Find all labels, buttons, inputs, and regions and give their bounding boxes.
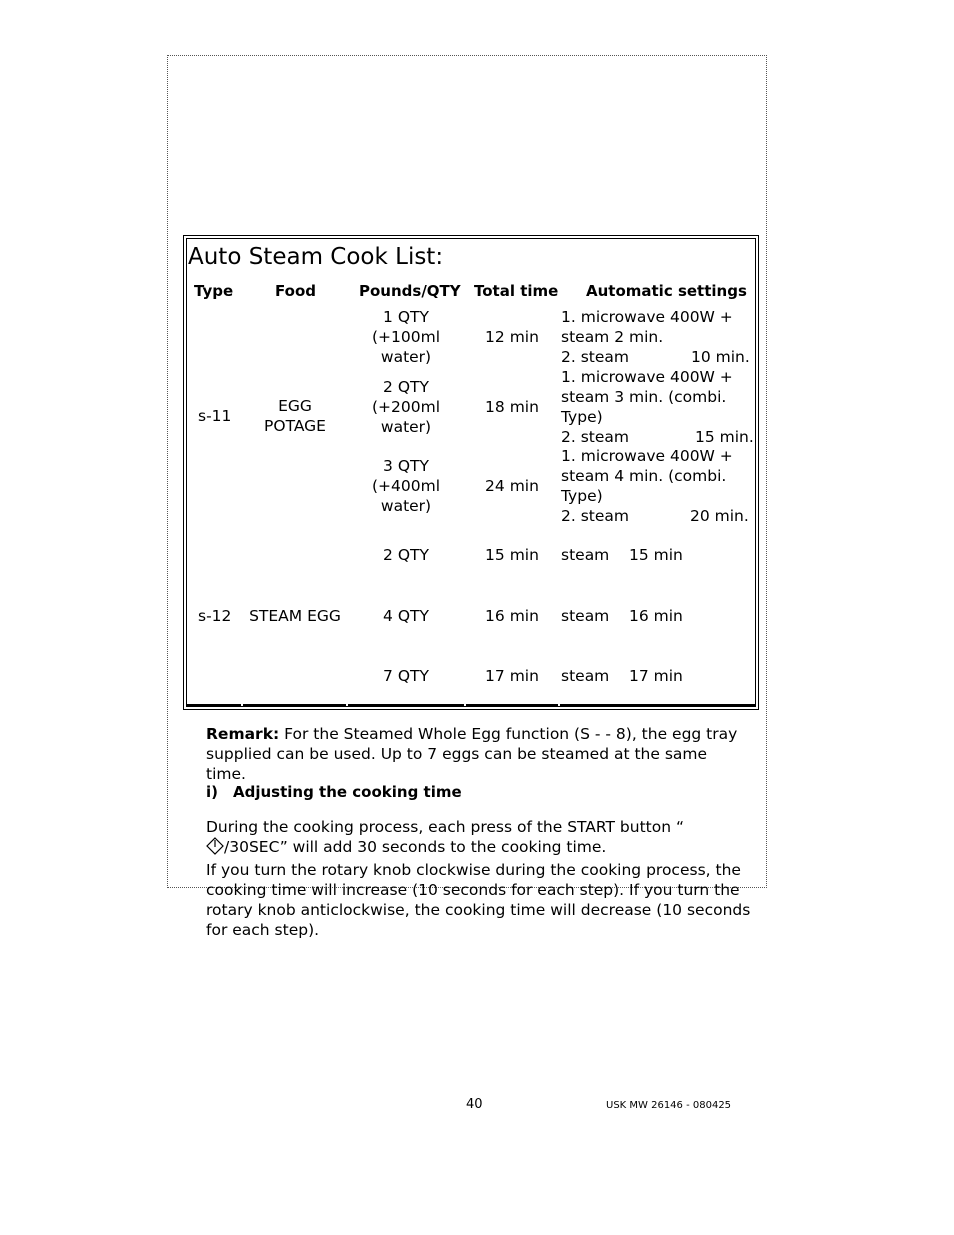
section-heading: i) Adjusting the cooking time — [206, 783, 462, 801]
settings-s11-1: 1. microwave 400W + steam 2 min. 2. steam 10 min. — [561, 308, 750, 366]
table-title: Auto Steam Cook List: — [188, 244, 444, 270]
page-number: 40 — [466, 1097, 483, 1112]
header-total-time: Total time — [474, 282, 559, 300]
remark-paragraph — [206, 724, 746, 784]
header-food: Food — [275, 282, 316, 300]
qty-s12-3: 7 QTY — [383, 667, 429, 685]
food-egg-potage: EGG POTAGE — [264, 397, 326, 435]
type-s12: s-12 — [198, 607, 232, 625]
header-settings: Automatic settings — [586, 282, 747, 300]
remark-label: Remark: — [206, 725, 280, 743]
remark-text: For the Steamed Whole Egg function (S - - 8), the egg tray supplied can be used. Up to 7 eggs can be steamed at the same time. — [206, 725, 738, 783]
settings-s12-1: steam 15 min — [561, 546, 683, 564]
qty-s11-2: 2 QTY (+200ml water) — [371, 378, 441, 436]
settings-s11-3: 1. microwave 400W + steam 4 min. (combi. Type) 2. steam 20 min. — [561, 447, 749, 525]
qty-s12-1: 2 QTY — [383, 546, 429, 564]
time-s12-2: 16 min — [485, 607, 539, 625]
food-steam-egg: STEAM EGG — [249, 607, 341, 625]
time-s11-1: 12 min — [485, 328, 539, 346]
qty-s11-3: 3 QTY (+400ml water) — [371, 457, 441, 515]
document-code: USK MW 26146 - 080425 — [606, 1100, 732, 1111]
header-type: Type — [194, 282, 234, 300]
time-s11-2: 18 min — [485, 398, 539, 416]
time-s12-3: 17 min — [485, 667, 539, 685]
header-pounds: Pounds/QTY — [359, 282, 461, 300]
time-s11-3: 24 min — [485, 477, 539, 495]
paragraph-start-button: During the cooking process, each press of the START button “ /30SEC” will add 30 seconds to the cooking time. — [206, 818, 685, 856]
paragraph-rotary-knob: If you turn the rotary knob clockwise during the cooking process, the cooking time will increase (10 seconds for each step). If you turn the rotary knob anticlockwise, the cooking time will decrease (10 seconds for each step). — [206, 861, 751, 939]
type-s11: s-11 — [198, 407, 232, 425]
settings-s11-2: 1. microwave 400W + steam 3 min. (combi. Type) 2. steam 15 min. — [561, 368, 754, 446]
qty-s12-2: 4 QTY — [383, 607, 429, 625]
qty-s11-1: 1 QTY (+100ml water) — [371, 308, 441, 366]
start-button-icon — [206, 837, 224, 855]
settings-s12-3: steam 17 min — [561, 667, 683, 685]
settings-s12-2: steam 16 min — [561, 607, 683, 625]
time-s12-1: 15 min — [485, 546, 539, 564]
